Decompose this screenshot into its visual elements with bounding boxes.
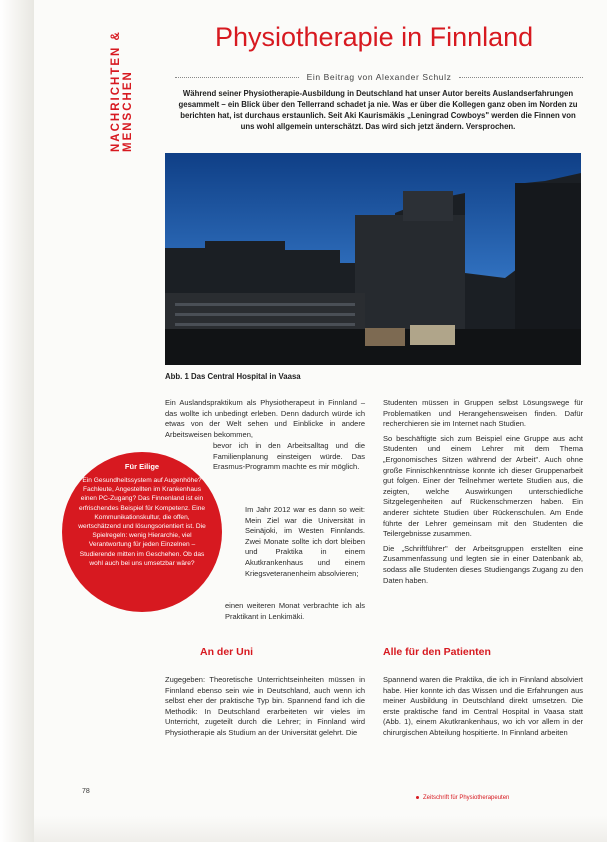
heading-alle-fuer-den-patienten: Alle für den Patienten [383,646,491,658]
scan-edge [0,0,34,842]
hospital-photo [165,153,581,365]
byline-dots-left [175,77,299,78]
left-column-bottom: Zugegeben: Theoretische Unterrichtseinheiten müssen in Finnland ebenso sein wie in Deutschland, auch wenn ich selbst eher der praktische Typ bin. Spannend fand ich die Methodik: In Deutschland erarbeiteten wir vieles im Unterricht, zugeteilt durch die Lehrer; in Finnland wird Physiotherapie als Studium an der Universität gelehrt. Die [165,675,365,737]
right-paragraph-3: Die „Schriftführer" der Arbeitsgruppen erstellten eine Zusammenfassung und legten sie in einer Datenbank ab, sodass alle Studenten dieses Studiengangs Zugang zu den Daten haben. [383,543,583,585]
lead-paragraph: Während seiner Physiotherapie-Ausbildung in Deutschland hat unser Autor bereits Auslandserfahrungen gesammelt – ein Blick über den Tellerrand schadet ja nie. Was er über die Kollegen ganz oben im Norden zu berichten hat, ist durchaus erstaunlich. Seit Aki Kaurismäkis „Leningrad Cowboys" werden die Finnen von uns wohl allgemein unterschätzt. Das wird sich jetzt ändern. Versprochen. [178,89,578,131]
section-tag [110,12,134,152]
byline-row [175,70,583,84]
left-column-end: einen weiteren Monat verbrachte ich als Praktikant in Lenkimäki. [225,601,365,621]
hospital-photo-image [165,153,581,365]
heading-an-der-uni: An der Uni [200,646,254,658]
for-hurried-readers-box [62,452,222,612]
page-number: 78 [82,788,90,795]
scan-bottom-edge [34,816,607,842]
right-paragraph-2: So beschäftigte sich zum Beispiel eine Gruppe aus acht Studenten und einem Lehrer mit dem Thema „Ergonomisches Sitzen während der Arbeit". Auch ohne große Finnischkenntnisse konnte ich dieser Gruppenarbeit gut folgen. Einer der Teilnehmer wertete Studien aus, die zeigten, welche Auswirkungen unterschiedliche Sitzgelegenheiten auf Rückenschmerzen haben. Ein anderer sichtete Studien über Rückenschulen. Am Ende führte der Lehrer gemeinsam mit den Studenten die Teilergebnisse zusammen. [383,433,583,539]
photo-caption: Abb. 1 Das Central Hospital in Vaasa [165,372,301,381]
left-column-middle: Im Jahr 2012 war es dann so weit: Mein Ziel war die Universität in Seinäjoki, im Westen Finnlands. Zwei Monate sollte ich dort bleiben und Praktika in einem Akutkrankenhaus und einem Kriegsveteranenheim absolvieren; [245,505,365,578]
box-title: Für Eilige [124,462,160,471]
box-text: Ein Gesundheitssystem auf Augenhöhe? Fachleute, Angestellten im Krankenhaus einen PC-Zugang? Das Finnenland ist ein erfrischendes Beispiel für Kompetenz. Eine Kommunikationskultur, die offen, wertschätzend und lösungsorientiert ist. Die Spielregeln: wenig Hierarchie, viel Verantwortung für jeden Einzelnen – Studierende mitten im Geschehen. Ob das wohl auch bei uns umsetzbar wäre? [78,477,206,567]
footer [416,795,509,801]
footer-text: Zeitschrift für Physiotherapeuten [423,795,510,801]
left-intro-continued: bevor ich in den Arbeitsalltag und die Familienplanung einsteigen würde. Das Erasmus-Programm machte es mir möglich. [213,441,365,472]
left-intro-paragraph: Ein Auslandspraktikum als Physiotherapeut in Finnland – das wollte ich unbedingt erleben. Denn dadurch würde ich etwas von der Welt sehen und Einblicke in andere Arbeitsweisen bekommen, [165,398,365,439]
right-paragraph-1: Studenten müssen in Gruppen selbst Lösungswege für Problematiken und Herangehensweisen finden. Dafür recherchieren sie im Internet nach Studien. [383,398,583,429]
article-title: Physiotherapie in Finnland [215,22,534,52]
byline: Ein Beitrag von Alexander Schulz [306,72,452,82]
left-column-intro [165,398,365,444]
footer-bullet [416,796,419,799]
right-column-bottom: Spannend waren die Praktika, die ich in Finnland absolviert habe. Hier konnte ich das Wissen und die Erfahrungen aus meiner Ausbildung in Deutschland direkt umsetzen. Die erste praktische fand im Central Hospital in Vaasa statt (Abb. 1), einem Akutkrankenhaus, wo ich vor allem in der chirurgischen Abteilung hospitierte. In Finnland arbeiten [383,675,583,737]
right-column-top [383,398,583,590]
section-tag-line-1: NACHRICHTEN & [110,30,122,152]
section-tag-line-2: MENSCHEN [122,70,134,152]
byline-dots-right [459,77,583,78]
